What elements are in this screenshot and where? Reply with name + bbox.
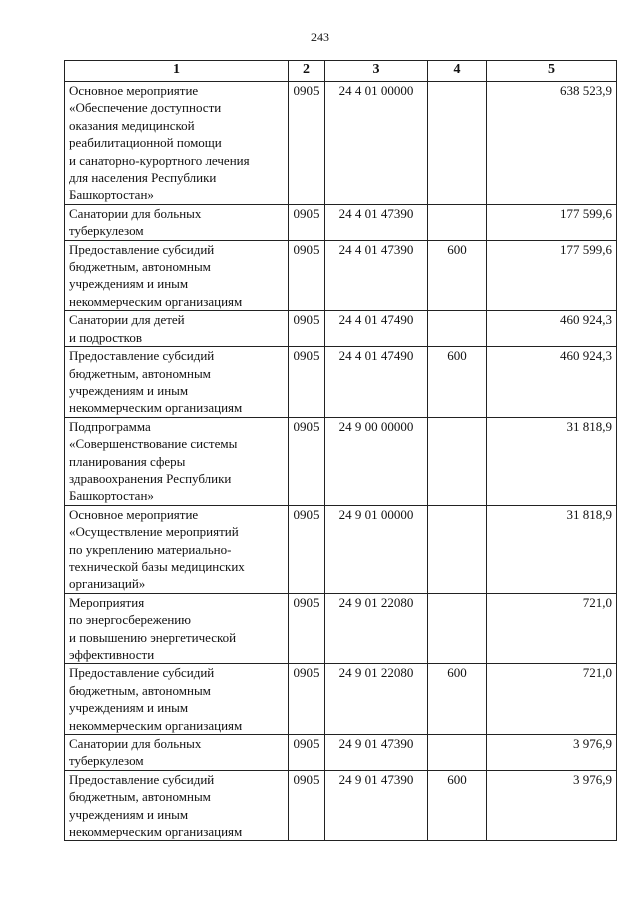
row-name-cell: Предоставление субсидий бюджетным, автономным учреждениям и иным некоммерческим организациям: [65, 347, 289, 418]
row-section-code-cell: 0905: [289, 664, 325, 735]
row-section-code-cell: 0905: [289, 505, 325, 593]
row-name-cell: Санатории для больных туберкулезом: [65, 204, 289, 240]
table-row: [65, 735, 617, 771]
row-name-cell: Предоставление субсидий бюджетным, автономным учреждениям и иным некоммерческим организациям: [65, 770, 289, 841]
row-name-cell: Мероприятия по энергосбережению и повышению энергетической эффективности: [65, 593, 289, 664]
table-row: [65, 204, 617, 240]
row-expense-type-cell: [428, 417, 487, 505]
table-row: [65, 347, 617, 418]
row-amount-cell: 177 599,6: [487, 204, 617, 240]
column-header-5: 5: [487, 61, 617, 82]
row-section-code-cell: 0905: [289, 735, 325, 771]
row-name-cell: Основное мероприятие «Обеспечение доступности оказания медицинской реабилитационной помощи и санаторно-курортного лечения для населения Республики Башкортостан»: [65, 82, 289, 205]
table-row: [65, 593, 617, 664]
row-expense-type-cell: [428, 505, 487, 593]
row-amount-cell: 3 976,9: [487, 735, 617, 771]
budget-table: [64, 60, 617, 841]
column-header-3: 3: [325, 61, 428, 82]
row-name-cell: Основное мероприятие «Осуществление мероприятий по укреплению материально- технической базы медицинских организаций»: [65, 505, 289, 593]
table-row: [65, 505, 617, 593]
row-expense-type-cell: 600: [428, 240, 487, 311]
column-header-4: 4: [428, 61, 487, 82]
row-target-code-cell: 24 9 01 22080: [325, 664, 428, 735]
row-target-code-cell: 24 4 01 47490: [325, 347, 428, 418]
row-amount-cell: 460 924,3: [487, 347, 617, 418]
row-section-code-cell: 0905: [289, 240, 325, 311]
table-row: [65, 664, 617, 735]
row-target-code-cell: 24 9 00 00000: [325, 417, 428, 505]
row-expense-type-cell: 600: [428, 770, 487, 841]
table-row: [65, 770, 617, 841]
table-row: [65, 417, 617, 505]
row-amount-cell: 31 818,9: [487, 505, 617, 593]
row-expense-type-cell: [428, 735, 487, 771]
row-amount-cell: 3 976,9: [487, 770, 617, 841]
row-target-code-cell: 24 4 01 47490: [325, 311, 428, 347]
row-amount-cell: 721,0: [487, 664, 617, 735]
row-amount-cell: 31 818,9: [487, 417, 617, 505]
row-name-cell: Санатории для больных туберкулезом: [65, 735, 289, 771]
table-body: [65, 82, 617, 841]
row-expense-type-cell: [428, 204, 487, 240]
row-expense-type-cell: 600: [428, 664, 487, 735]
column-header-2: 2: [289, 61, 325, 82]
row-target-code-cell: 24 4 01 00000: [325, 82, 428, 205]
row-amount-cell: 177 599,6: [487, 240, 617, 311]
row-target-code-cell: 24 4 01 47390: [325, 204, 428, 240]
row-name-cell: Санатории для детей и подростков: [65, 311, 289, 347]
row-name-cell: Предоставление субсидий бюджетным, автономным учреждениям и иным некоммерческим организациям: [65, 240, 289, 311]
row-name-cell: Подпрограмма «Совершенствование системы планирования сферы здравоохранения Республики Башкортостан»: [65, 417, 289, 505]
row-expense-type-cell: 600: [428, 347, 487, 418]
table-row: [65, 311, 617, 347]
table-row: [65, 82, 617, 205]
row-target-code-cell: 24 9 01 22080: [325, 593, 428, 664]
row-target-code-cell: 24 9 01 00000: [325, 505, 428, 593]
row-section-code-cell: 0905: [289, 770, 325, 841]
row-section-code-cell: 0905: [289, 82, 325, 205]
column-header-1: 1: [65, 61, 289, 82]
row-target-code-cell: 24 4 01 47390: [325, 240, 428, 311]
row-amount-cell: 460 924,3: [487, 311, 617, 347]
row-amount-cell: 721,0: [487, 593, 617, 664]
row-expense-type-cell: [428, 311, 487, 347]
row-target-code-cell: 24 9 01 47390: [325, 770, 428, 841]
row-target-code-cell: 24 9 01 47390: [325, 735, 428, 771]
row-expense-type-cell: [428, 593, 487, 664]
row-section-code-cell: 0905: [289, 593, 325, 664]
page-number: 243: [311, 30, 329, 44]
table-header-row: [65, 61, 617, 82]
row-section-code-cell: 0905: [289, 347, 325, 418]
row-name-cell: Предоставление субсидий бюджетным, автономным учреждениям и иным некоммерческим организациям: [65, 664, 289, 735]
table-row: [65, 240, 617, 311]
row-section-code-cell: 0905: [289, 204, 325, 240]
row-expense-type-cell: [428, 82, 487, 205]
row-section-code-cell: 0905: [289, 417, 325, 505]
row-section-code-cell: 0905: [289, 311, 325, 347]
row-amount-cell: 638 523,9: [487, 82, 617, 205]
